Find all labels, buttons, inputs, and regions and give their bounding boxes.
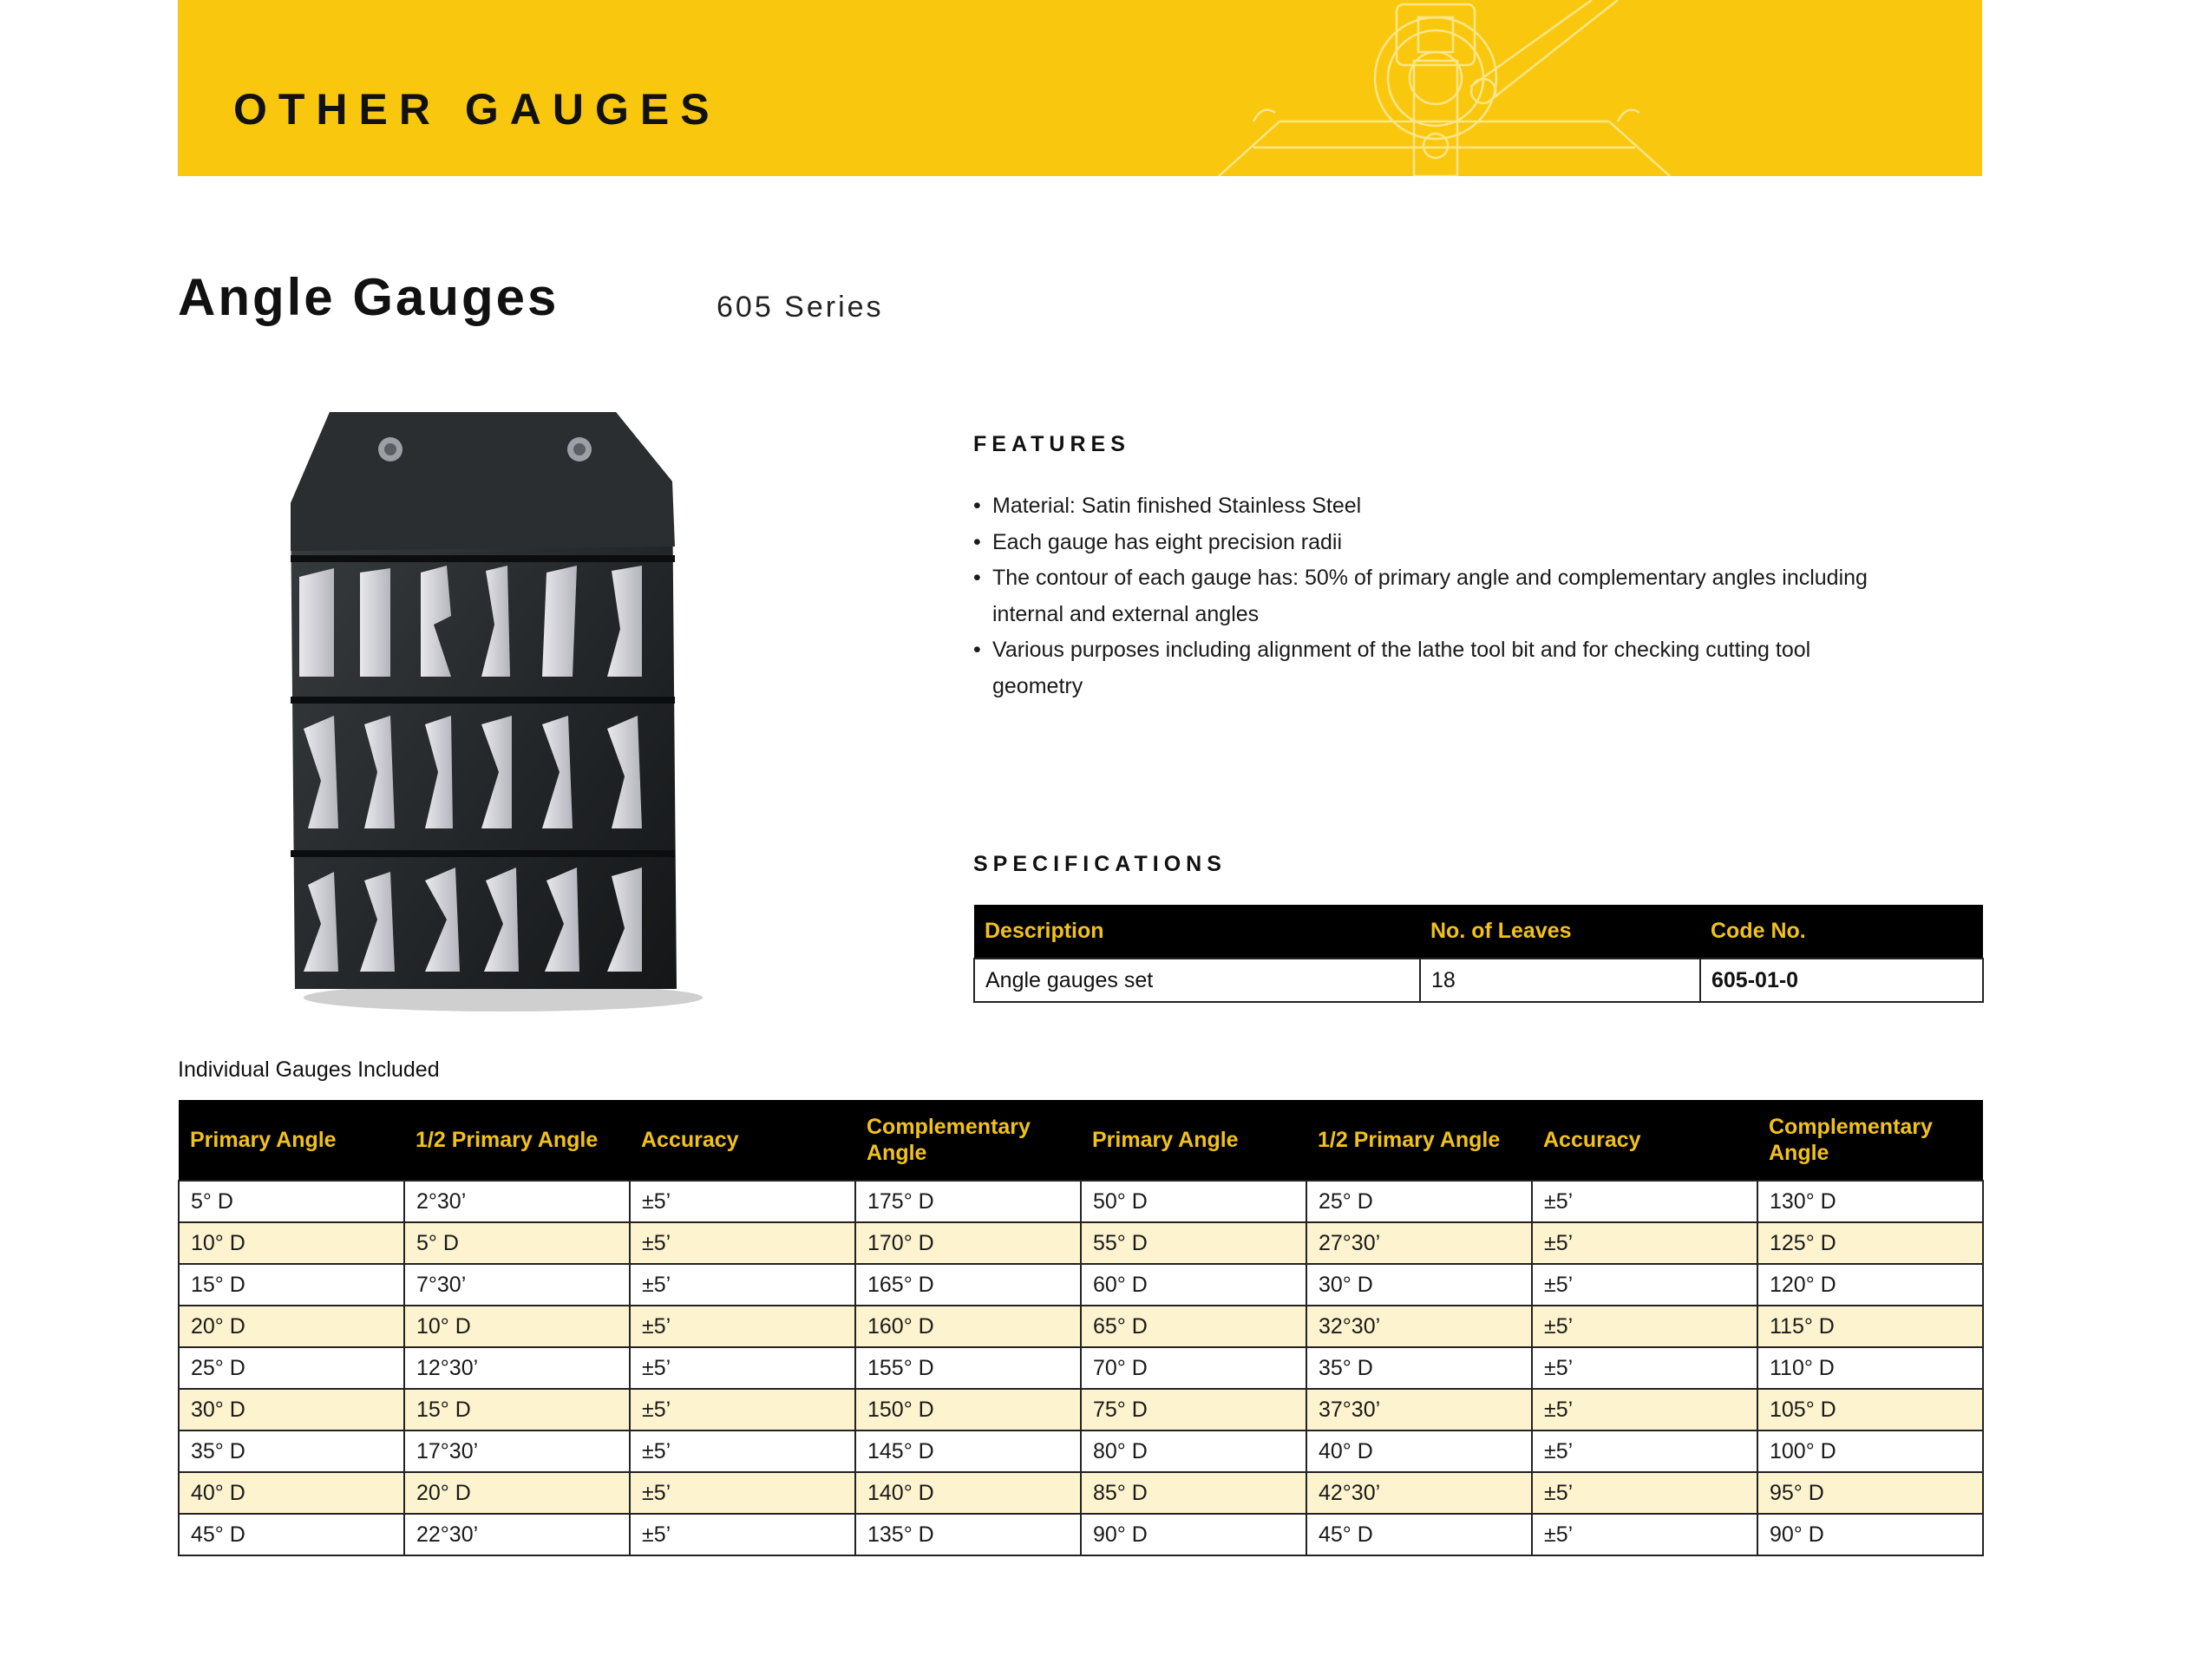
table-cell: 12°30’ <box>404 1347 630 1389</box>
table-cell: ±5’ <box>630 1430 855 1472</box>
table-cell: 90° D <box>1757 1514 1983 1555</box>
table-cell: ±5’ <box>630 1264 855 1306</box>
table-cell: 2°30’ <box>404 1181 630 1222</box>
table-cell: 120° D <box>1757 1264 1983 1306</box>
table-row <box>179 1389 1983 1430</box>
table-row <box>179 1264 1983 1306</box>
table-row <box>179 1514 1983 1555</box>
table-cell: 37°30’ <box>1306 1389 1532 1430</box>
table-row <box>179 1430 1983 1472</box>
feature-item: • The contour of each gauge has: 50% of primary angle and complementary angles including internal and external angles <box>973 560 1901 632</box>
code-cell: 605-01-0 <box>1700 959 1983 1002</box>
table-cell: 135° D <box>855 1514 1081 1555</box>
column-header-accuracy: Accuracy <box>630 1100 855 1181</box>
table-cell: 45° D <box>1306 1514 1532 1555</box>
leaves-cell: 18 <box>1420 959 1700 1002</box>
table-cell: 75° D <box>1081 1389 1306 1430</box>
table-cell: 40° D <box>1306 1430 1532 1472</box>
features-heading: FEATURES <box>973 432 1130 456</box>
feature-item: • Each gauge has eight precision radii <box>973 525 1901 561</box>
table-cell: 5° D <box>179 1181 404 1222</box>
table-cell: ±5’ <box>1532 1306 1757 1347</box>
table-cell: ±5’ <box>1532 1181 1757 1222</box>
specifications-table <box>973 905 1984 1003</box>
gauges-header-row <box>179 1100 1983 1181</box>
table-cell: 160° D <box>855 1306 1081 1347</box>
column-header-code: Code No. <box>1700 905 1983 959</box>
table-cell: 32°30’ <box>1306 1306 1532 1347</box>
table-cell: ±5’ <box>1532 1264 1757 1306</box>
table-cell: 115° D <box>1757 1306 1983 1347</box>
table-row <box>179 1306 1983 1347</box>
table-cell: ±5’ <box>630 1347 855 1389</box>
table-row <box>179 1347 1983 1389</box>
column-header-description: Description <box>974 905 1420 959</box>
column-header-half-primary-angle: 1/2 Primary Angle <box>1306 1100 1532 1181</box>
table-cell: 125° D <box>1757 1222 1983 1264</box>
table-cell: 70° D <box>1081 1347 1306 1389</box>
section-title: OTHER GAUGES <box>233 85 721 134</box>
table-cell: 27°30’ <box>1306 1222 1532 1264</box>
table-cell: 155° D <box>855 1347 1081 1389</box>
column-header-half-primary-angle: 1/2 Primary Angle <box>404 1100 630 1181</box>
table-cell: 85° D <box>1081 1472 1306 1514</box>
table-cell: 65° D <box>1081 1306 1306 1347</box>
table-cell: ±5’ <box>630 1181 855 1222</box>
specifications-header-row <box>974 905 1983 959</box>
table-cell: 20° D <box>179 1306 404 1347</box>
table-cell: 130° D <box>1757 1181 1983 1222</box>
table-cell: 170° D <box>855 1222 1081 1264</box>
page-title: Angle Gauges <box>178 268 560 326</box>
table-cell: 105° D <box>1757 1389 1983 1430</box>
table-cell: ±5’ <box>630 1222 855 1264</box>
table-cell: 95° D <box>1757 1472 1983 1514</box>
table-row <box>179 1472 1983 1514</box>
feature-item: • Various purposes including alignment of the lathe tool bit and for checking cutting tool geometry <box>973 632 1901 704</box>
table-cell: 150° D <box>855 1389 1081 1430</box>
table-cell: ±5’ <box>630 1306 855 1347</box>
table-cell: 175° D <box>855 1181 1081 1222</box>
table-cell: 145° D <box>855 1430 1081 1472</box>
table-cell: ±5’ <box>630 1472 855 1514</box>
series-label: 605 Series <box>717 291 884 324</box>
table-cell: 100° D <box>1757 1430 1983 1472</box>
table-cell: 10° D <box>404 1306 630 1347</box>
table-cell: 110° D <box>1757 1347 1983 1389</box>
table-cell: ±5’ <box>1532 1389 1757 1430</box>
table-cell: 165° D <box>855 1264 1081 1306</box>
table-cell: 42°30’ <box>1306 1472 1532 1514</box>
column-header-accuracy: Accuracy <box>1532 1100 1757 1181</box>
table-cell: ±5’ <box>1532 1472 1757 1514</box>
table-cell: 25° D <box>179 1347 404 1389</box>
table-cell: 55° D <box>1081 1222 1306 1264</box>
table-row <box>179 1181 1983 1222</box>
table-cell: 30° D <box>1306 1264 1532 1306</box>
table-cell: 17°30’ <box>404 1430 630 1472</box>
table-cell: 45° D <box>179 1514 404 1555</box>
angle-gauge-set-photo <box>260 408 711 1015</box>
table-cell: ±5’ <box>630 1389 855 1430</box>
table-cell: 10° D <box>179 1222 404 1264</box>
table-row <box>179 1222 1983 1264</box>
table-cell: 35° D <box>179 1430 404 1472</box>
table-cell: 140° D <box>855 1472 1081 1514</box>
column-header-primary-angle: Primary Angle <box>179 1100 404 1181</box>
table-cell: 7°30’ <box>404 1264 630 1306</box>
table-cell: 50° D <box>1081 1181 1306 1222</box>
table-cell: 40° D <box>179 1472 404 1514</box>
gauges-caption: Individual Gauges Included <box>178 1057 440 1082</box>
table-cell: ±5’ <box>1532 1222 1757 1264</box>
column-header-complementary-angle: Complementary Angle <box>1757 1100 1983 1181</box>
table-cell: 25° D <box>1306 1181 1532 1222</box>
column-header-leaves: No. of Leaves <box>1420 905 1700 959</box>
description-cell: Angle gauges set <box>974 959 1420 1002</box>
table-cell: 90° D <box>1081 1514 1306 1555</box>
feature-item: • Material: Satin finished Stainless Steel <box>973 488 1901 525</box>
table-cell: 15° D <box>404 1389 630 1430</box>
table-cell: 15° D <box>179 1264 404 1306</box>
table-cell: ±5’ <box>1532 1347 1757 1389</box>
table-cell: 5° D <box>404 1222 630 1264</box>
protractor-illustration <box>1201 0 1687 176</box>
section-banner <box>178 0 1982 176</box>
table-cell: 60° D <box>1081 1264 1306 1306</box>
table-cell: 35° D <box>1306 1347 1532 1389</box>
features-list <box>973 488 1901 704</box>
table-cell: 22°30’ <box>404 1514 630 1555</box>
table-cell: 20° D <box>404 1472 630 1514</box>
specifications-heading: SPECIFICATIONS <box>973 852 1227 876</box>
table-cell: ±5’ <box>1532 1430 1757 1472</box>
column-header-complementary-angle: Complementary Angle <box>855 1100 1081 1181</box>
table-cell: 30° D <box>179 1389 404 1430</box>
column-header-primary-angle: Primary Angle <box>1081 1100 1306 1181</box>
table-row <box>974 959 1983 1002</box>
individual-gauges-table <box>178 1100 1984 1556</box>
table-cell: ±5’ <box>1532 1514 1757 1555</box>
table-cell: 80° D <box>1081 1430 1306 1472</box>
table-cell: ±5’ <box>630 1514 855 1555</box>
